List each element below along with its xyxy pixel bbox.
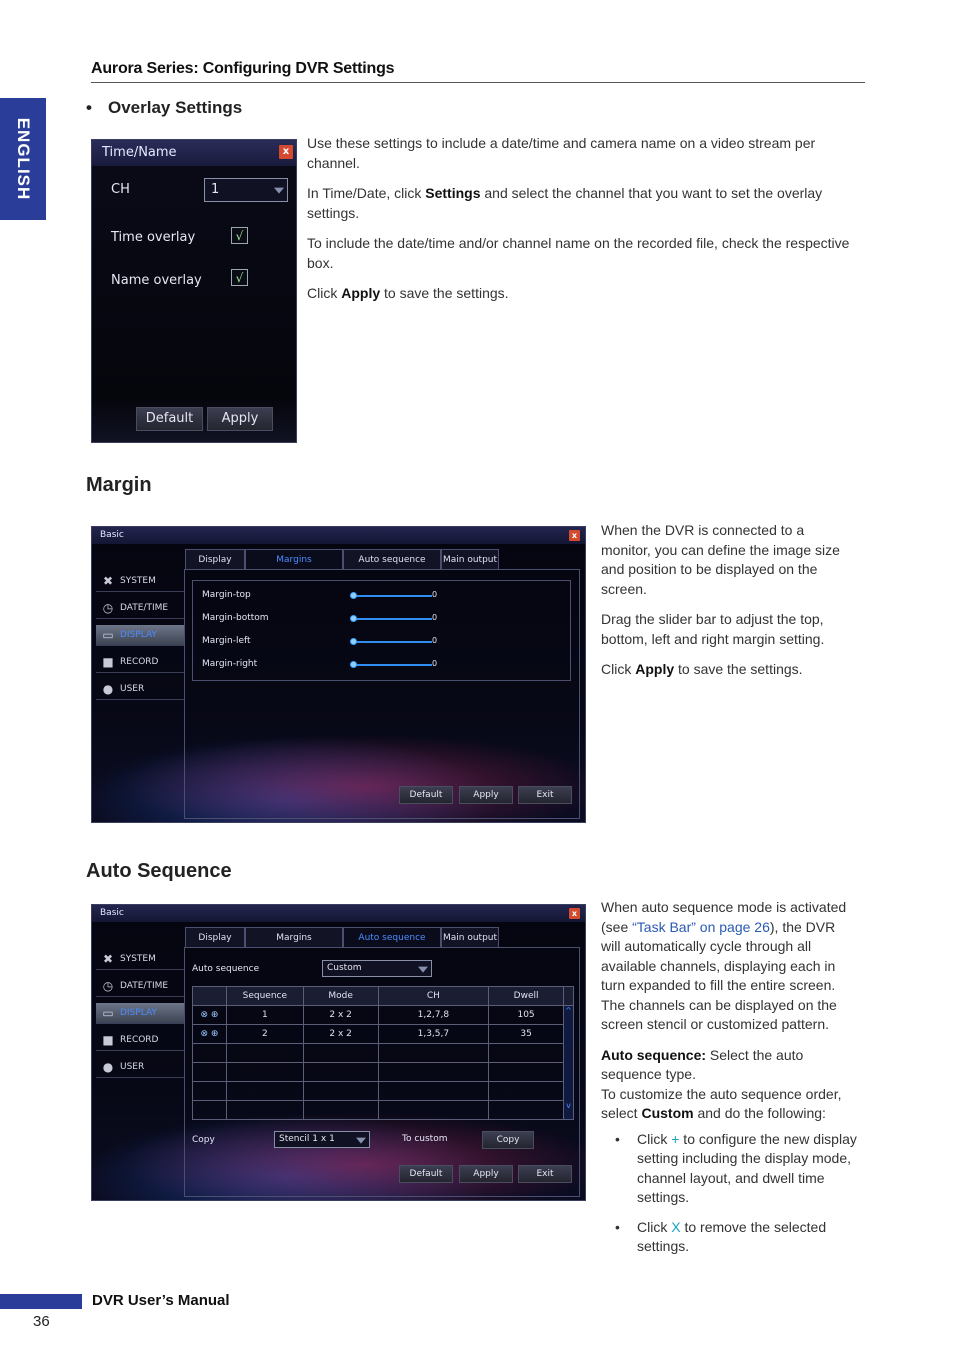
header-title: Aurora Series: Configuring DVR Settings [91, 60, 395, 77]
list-item: • Click + to configure the new display setting including the display mode, channel layout, and dwell time settings. [601, 1130, 857, 1208]
table-row [193, 1082, 574, 1101]
column-header-mode: Mode [303, 987, 378, 1006]
ch-select[interactable] [204, 178, 288, 202]
stencil-select[interactable] [274, 1131, 370, 1148]
table-header-row [193, 987, 574, 1006]
close-icon[interactable]: x [279, 145, 293, 159]
tab-display[interactable]: Display [185, 549, 245, 569]
table-row[interactable]: ⊗ ⊕ 1 2 x 2 1,2,7,8 105 ^ v [193, 1006, 574, 1025]
margin-paragraph-3: Click Apply to save the settings. [601, 661, 803, 677]
chevron-down-icon [274, 188, 284, 194]
footer-bar [0, 1294, 82, 1309]
margin-left-slider[interactable] [354, 641, 432, 643]
overlay-settings-heading: • Overlay Settings [86, 98, 243, 117]
tab-display[interactable]: Display [185, 927, 245, 947]
time-overlay-label: Time overlay [111, 230, 196, 245]
auto-sequence-description [601, 898, 857, 1267]
sidebar-item-date-time[interactable]: ◷ DATE/TIME [96, 976, 184, 997]
auto-sequence-label: Auto sequence [192, 964, 260, 974]
margin-top-slider-handle[interactable] [350, 592, 357, 599]
margin-left-slider-handle[interactable] [350, 638, 357, 645]
sidebar-item-user[interactable]: ● USER [96, 1057, 184, 1078]
auto-sequence-select-value: Custom [327, 963, 362, 973]
overlay-paragraph-2: In Time/Date, click Settings and select the channel that you want to set the overlay settings. [307, 185, 823, 221]
margin-title: Basic [100, 530, 124, 540]
tab-main-output[interactable]: Main output [441, 549, 499, 569]
margin-top-label: Margin-top [202, 590, 251, 600]
margin-right-slider-handle[interactable] [350, 661, 357, 668]
close-icon[interactable]: x [569, 908, 580, 919]
auto-sequence-steps [601, 1130, 857, 1257]
margin-right-slider[interactable] [354, 664, 432, 666]
margin-bottom-slider[interactable] [354, 618, 432, 620]
record-icon: ■ [102, 655, 114, 669]
scroll-down-icon[interactable]: v [566, 1101, 571, 1110]
language-tab [0, 98, 46, 220]
language-tab-label: ENGLISH [14, 117, 33, 201]
add-icon[interactable]: ⊕ [210, 1029, 219, 1039]
ch-label: CH [111, 182, 130, 197]
sidebar-item-system[interactable]: ✖ SYSTEM [96, 949, 184, 970]
settings-sidebar [96, 571, 184, 711]
sidebar-item-user[interactable]: ● USER [96, 679, 184, 700]
overlay-paragraph-1: Use these settings to include a date/time and camera name on a video stream per channel. [307, 135, 816, 171]
table-row[interactable]: ⊗ ⊕ 2 2 x 2 1,3,5,7 35 [193, 1025, 574, 1044]
x-icon: X [671, 1218, 681, 1235]
margin-heading: Margin [86, 474, 152, 496]
apply-button[interactable]: Apply [459, 786, 513, 804]
user-icon: ● [102, 1060, 114, 1074]
apply-button[interactable]: Apply [459, 1165, 513, 1183]
auto-sequence-paragraph-1: When auto sequence mode is activated (see “Task Bar” on page 26), the DVR will automatically cycle through all available channels, displaying each in turn expanded to fill the entire screen. The channels can be displayed on the screen stencil or customized pattern. [601, 899, 847, 1032]
task-bar-link[interactable]: “Task Bar” on page 26 [632, 918, 770, 935]
auto-sequence-heading: Auto Sequence [86, 860, 232, 882]
footer-title: DVR User’s Manual [92, 1292, 230, 1309]
auto-sequence-title: Basic [100, 908, 124, 918]
time-name-title: Time/Name [102, 145, 177, 160]
table-row [193, 1101, 574, 1120]
margin-description [601, 521, 857, 691]
table-row [193, 1063, 574, 1082]
tab-margins[interactable]: Margins [245, 549, 343, 569]
margin-bottom-label: Margin-bottom [202, 613, 269, 623]
clock-icon: ◷ [102, 601, 114, 615]
chevron-down-icon [356, 1137, 366, 1143]
name-overlay-checkbox[interactable]: √ [231, 269, 248, 286]
ch-select-value: 1 [211, 182, 220, 197]
close-icon[interactable]: x [569, 530, 580, 541]
copy-label: Copy [192, 1135, 215, 1145]
sidebar-item-system[interactable]: ✖ SYSTEM [96, 571, 184, 592]
margin-right-label: Margin-right [202, 659, 258, 669]
exit-button[interactable]: Exit [518, 786, 572, 804]
record-icon: ■ [102, 1033, 114, 1047]
copy-button[interactable]: Copy [482, 1131, 534, 1149]
display-icon: ▭ [102, 1006, 114, 1020]
auto-sequence-paragraph-3: To customize the auto sequence order, select Custom and do the following: [601, 1085, 842, 1121]
default-button[interactable]: Default [136, 407, 203, 431]
scroll-up-icon[interactable]: ^ [565, 1006, 572, 1015]
to-custom-label: To custom [402, 1134, 448, 1144]
list-item: • Click X to remove the selected settings. [601, 1218, 857, 1257]
auto-sequence-titlebar [92, 905, 585, 922]
tab-margins[interactable]: Margins [245, 927, 343, 947]
apply-button[interactable]: Apply [207, 407, 273, 431]
sequence-table [192, 986, 574, 1120]
margin-right-value: 0 [432, 659, 438, 668]
margin-titlebar [92, 527, 585, 544]
overlay-settings-title: Overlay Settings [108, 98, 243, 117]
auto-sequence-select[interactable] [322, 960, 432, 977]
column-header-sequence: Sequence [226, 987, 303, 1006]
overlay-description [307, 134, 857, 315]
sidebar-item-date-time[interactable]: ◷ DATE/TIME [96, 598, 184, 619]
add-icon[interactable]: ⊕ [210, 1010, 219, 1020]
time-overlay-checkbox[interactable]: √ [231, 227, 248, 244]
column-header-dwell: Dwell [489, 987, 564, 1006]
name-overlay-label: Name overlay [111, 273, 202, 288]
plus-icon: + [671, 1130, 680, 1147]
table-scrollbar[interactable] [563, 1006, 573, 1120]
auto-sequence-window [91, 904, 586, 1201]
delete-icon[interactable]: ⊗ [200, 1010, 208, 1020]
margin-left-label: Margin-left [202, 636, 251, 646]
column-header-ch: CH [378, 987, 489, 1006]
time-name-window [91, 139, 297, 443]
default-button[interactable]: Default [399, 1165, 453, 1183]
header-divider [91, 82, 865, 83]
tab-auto-sequence[interactable]: Auto sequence [343, 927, 441, 947]
user-icon: ● [102, 682, 114, 696]
delete-icon[interactable]: ⊗ [200, 1029, 208, 1039]
margin-paragraph-2: Drag the slider bar to adjust the top, bottom, left and right margin setting. [601, 611, 825, 647]
margin-window [91, 526, 586, 823]
display-icon: ▭ [102, 628, 114, 642]
default-button[interactable]: Default [399, 786, 453, 804]
margin-tabs [185, 549, 499, 569]
chevron-down-icon [418, 966, 428, 972]
sidebar-item-record[interactable]: ■ RECORD [96, 1030, 184, 1051]
page-number: 36 [33, 1313, 50, 1330]
table-row [193, 1044, 574, 1063]
system-icon: ✖ [102, 952, 114, 966]
sidebar-item-display[interactable]: ▭ DISPLAY [96, 1003, 184, 1024]
margin-bottom-slider-handle[interactable] [350, 615, 357, 622]
sidebar-item-record[interactable]: ■ RECORD [96, 652, 184, 673]
tab-main-output[interactable]: Main output [441, 927, 499, 947]
overlay-paragraph-3: To include the date/time and/or channel name on the recorded file, check the respective box. [307, 235, 850, 271]
tab-auto-sequence[interactable]: Auto sequence [343, 549, 441, 569]
settings-sidebar [96, 949, 184, 1089]
overlay-paragraph-4: Click Apply to save the settings. [307, 285, 509, 301]
margin-bottom-value: 0 [432, 613, 438, 622]
sidebar-item-display[interactable]: ▭ DISPLAY [96, 625, 184, 646]
exit-button[interactable]: Exit [518, 1165, 572, 1183]
margin-left-value: 0 [432, 636, 438, 645]
margin-top-slider[interactable] [354, 595, 432, 597]
time-name-titlebar [92, 140, 296, 166]
auto-sequence-paragraph-2: Auto sequence: Select the auto sequence type. [601, 1046, 804, 1082]
clock-icon: ◷ [102, 979, 114, 993]
stencil-select-value: Stencil 1 x 1 [279, 1134, 335, 1144]
system-icon: ✖ [102, 574, 114, 588]
margin-top-value: 0 [432, 590, 438, 599]
auto-sequence-tabs [185, 927, 499, 947]
margin-paragraph-1: When the DVR is connected to a monitor, you can define the image size and position to be displayed on the screen. [601, 522, 840, 597]
